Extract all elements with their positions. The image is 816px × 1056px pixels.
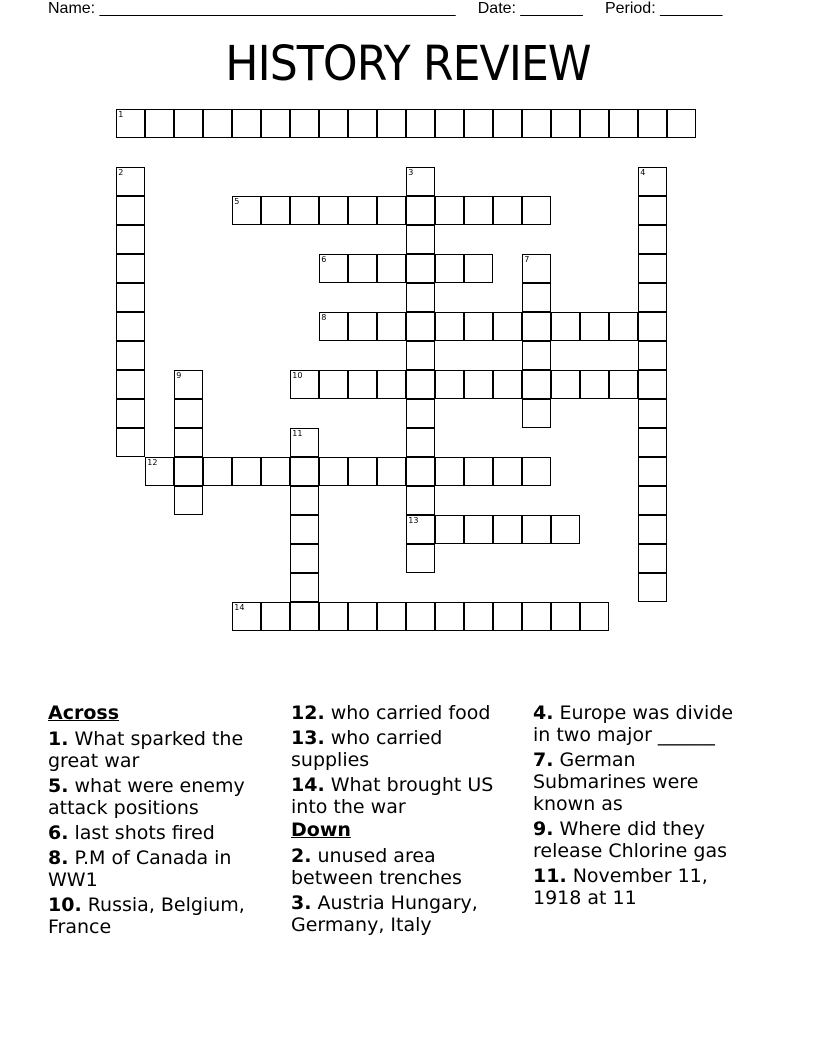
- crossword-cell[interactable]: [174, 457, 203, 486]
- clue-text: last shots fired: [68, 822, 215, 844]
- crossword-cell[interactable]: [290, 486, 319, 515]
- crossword-cell[interactable]: [319, 457, 348, 486]
- clue-text: Europe was divide in two major ______: [533, 702, 734, 746]
- crossword-cell[interactable]: [667, 109, 696, 138]
- crossword-cell[interactable]: [464, 602, 493, 631]
- clue-text: who carried supplies: [291, 727, 443, 771]
- crossword-cell[interactable]: [464, 312, 493, 341]
- crossword-cell[interactable]: [290, 196, 319, 225]
- clue-item: [291, 774, 516, 818]
- crossword-cell[interactable]: [609, 109, 638, 138]
- clue-number: 5: [234, 197, 240, 207]
- crossword-cell[interactable]: [464, 515, 493, 544]
- crossword-cell[interactable]: [406, 515, 435, 544]
- crossword-cell[interactable]: [116, 370, 145, 399]
- crossword-cell[interactable]: [435, 196, 464, 225]
- clue-text: German Submarines were known as: [533, 749, 699, 815]
- crossword-cell[interactable]: [377, 602, 406, 631]
- crossword-cell[interactable]: [319, 602, 348, 631]
- clue-number: 10: [292, 371, 303, 381]
- clue-number-label: 4.: [533, 702, 554, 724]
- clue-item: [291, 845, 516, 889]
- clues-column-2: [291, 702, 516, 939]
- name-date-period-line: Name: ________________________________________ Date: _______ Period: _______: [48, 0, 723, 17]
- crossword-cell[interactable]: [551, 370, 580, 399]
- crossword-cell[interactable]: [522, 399, 551, 428]
- clue-text: what were enemy attack positions: [48, 775, 245, 819]
- crossword-cell[interactable]: [580, 109, 609, 138]
- crossword-cell[interactable]: [638, 254, 667, 283]
- clue-number: 8: [321, 313, 327, 323]
- crossword-cell[interactable]: [290, 370, 319, 399]
- crossword-cell[interactable]: [638, 573, 667, 602]
- clue-item: [533, 702, 748, 746]
- clue-number-label: 1.: [48, 728, 69, 750]
- crossword-cell[interactable]: [638, 370, 667, 399]
- crossword-cell[interactable]: [493, 312, 522, 341]
- crossword-cell[interactable]: [232, 109, 261, 138]
- clue-text: Austria Hungary, Germany, Italy: [291, 892, 478, 936]
- crossword-cell[interactable]: [406, 428, 435, 457]
- crossword-cell[interactable]: [435, 312, 464, 341]
- clue-number: 9: [176, 371, 182, 381]
- crossword-cell[interactable]: [406, 486, 435, 515]
- clues-column-3: [533, 702, 748, 912]
- crossword-cell[interactable]: [522, 602, 551, 631]
- crossword-cell[interactable]: [290, 544, 319, 573]
- crossword-cell[interactable]: [319, 370, 348, 399]
- crossword-cell[interactable]: [435, 457, 464, 486]
- crossword-cell[interactable]: [638, 312, 667, 341]
- crossword-cell[interactable]: [377, 196, 406, 225]
- crossword-cell[interactable]: [116, 341, 145, 370]
- crossword-cell[interactable]: [261, 109, 290, 138]
- crossword-cell[interactable]: [290, 515, 319, 544]
- clue-number-label: 5.: [48, 775, 69, 797]
- crossword-cell[interactable]: [493, 196, 522, 225]
- crossword-cell[interactable]: [174, 486, 203, 515]
- crossword-cell[interactable]: [638, 109, 667, 138]
- crossword-cell[interactable]: [406, 254, 435, 283]
- clue-number-label: 11.: [533, 865, 567, 887]
- crossword-cell[interactable]: [638, 196, 667, 225]
- crossword-cell[interactable]: [406, 167, 435, 196]
- clue-number-label: 6.: [48, 822, 69, 844]
- crossword-cell[interactable]: [406, 602, 435, 631]
- crossword-cell[interactable]: [406, 544, 435, 573]
- clue-text: What sparked the great war: [48, 728, 244, 772]
- crossword-cell[interactable]: [377, 370, 406, 399]
- crossword-cell[interactable]: [522, 109, 551, 138]
- crossword-cell[interactable]: [609, 312, 638, 341]
- crossword-cell[interactable]: [638, 341, 667, 370]
- crossword-cell[interactable]: [232, 457, 261, 486]
- crossword-cell[interactable]: [348, 602, 377, 631]
- crossword-cell[interactable]: [435, 370, 464, 399]
- clue-number-label: 12.: [291, 702, 325, 724]
- clue-number-label: 13.: [291, 727, 325, 749]
- clue-number-label: 3.: [291, 892, 312, 914]
- clue-item: [48, 822, 278, 844]
- crossword-cell[interactable]: [261, 457, 290, 486]
- clue-number: 7: [524, 255, 530, 265]
- crossword-cell[interactable]: [493, 602, 522, 631]
- crossword-cell[interactable]: [551, 109, 580, 138]
- clue-item: [291, 727, 516, 771]
- clue-item: [533, 865, 748, 909]
- crossword-cell[interactable]: [522, 457, 551, 486]
- crossword-cell[interactable]: [638, 515, 667, 544]
- crossword-cell[interactable]: [580, 602, 609, 631]
- crossword-cell[interactable]: [493, 370, 522, 399]
- clue-item: [533, 749, 748, 815]
- crossword-cell[interactable]: [435, 515, 464, 544]
- crossword-cell[interactable]: [377, 254, 406, 283]
- clue-text: who carried food: [324, 702, 491, 724]
- crossword-cell[interactable]: [406, 225, 435, 254]
- crossword-cell[interactable]: [493, 109, 522, 138]
- clue-text: Where did they release Chlorine gas: [533, 818, 727, 862]
- clue-item: [48, 847, 278, 891]
- crossword-cell[interactable]: [464, 254, 493, 283]
- crossword-cell[interactable]: [406, 312, 435, 341]
- crossword-cell[interactable]: [174, 399, 203, 428]
- clue-text: unused area between trenches: [291, 845, 462, 889]
- crossword-cell[interactable]: [464, 196, 493, 225]
- clue-number: 1: [118, 110, 124, 120]
- crossword-cell[interactable]: [464, 370, 493, 399]
- clue-item: [533, 818, 748, 862]
- crossword-cell[interactable]: [522, 283, 551, 312]
- crossword-cell[interactable]: [522, 196, 551, 225]
- crossword-cell[interactable]: [145, 109, 174, 138]
- crossword-cell[interactable]: [232, 196, 261, 225]
- crossword-cell[interactable]: [203, 109, 232, 138]
- crossword-cell[interactable]: [551, 312, 580, 341]
- crossword-cell[interactable]: [406, 109, 435, 138]
- crossword-cell[interactable]: [174, 370, 203, 399]
- crossword-cell[interactable]: [435, 109, 464, 138]
- crossword-cell[interactable]: [377, 457, 406, 486]
- crossword-cell[interactable]: [290, 602, 319, 631]
- crossword-cell[interactable]: [638, 283, 667, 312]
- crossword-cell[interactable]: [290, 428, 319, 457]
- crossword-cell[interactable]: [348, 254, 377, 283]
- crossword-cell[interactable]: [116, 167, 145, 196]
- clue-text: What brought US into the war: [291, 774, 494, 818]
- crossword-cell[interactable]: [551, 515, 580, 544]
- crossword-cell[interactable]: [406, 196, 435, 225]
- clue-text: Russia, Belgium, France: [48, 894, 245, 938]
- crossword-cell[interactable]: [522, 370, 551, 399]
- crossword-cell[interactable]: [261, 602, 290, 631]
- crossword-cell[interactable]: [116, 312, 145, 341]
- clue-item: [48, 775, 278, 819]
- crossword-cell[interactable]: [638, 428, 667, 457]
- crossword-cell[interactable]: [522, 341, 551, 370]
- clue-number: 6: [321, 255, 327, 265]
- clue-number: 14: [234, 603, 245, 613]
- clue-number-label: 8.: [48, 847, 69, 869]
- clue-number: 3: [408, 168, 414, 178]
- crossword-cell[interactable]: [116, 428, 145, 457]
- crossword-cell[interactable]: [522, 515, 551, 544]
- crossword-cell[interactable]: [290, 573, 319, 602]
- crossword-cell[interactable]: [116, 225, 145, 254]
- crossword-cell[interactable]: [580, 370, 609, 399]
- crossword-cell[interactable]: [522, 312, 551, 341]
- crossword-cell[interactable]: [522, 254, 551, 283]
- crossword-cell[interactable]: [232, 602, 261, 631]
- crossword-cell[interactable]: [435, 254, 464, 283]
- crossword-cell[interactable]: [348, 370, 377, 399]
- clue-item: [291, 892, 516, 936]
- crossword-cell[interactable]: [464, 457, 493, 486]
- crossword-cell[interactable]: [406, 341, 435, 370]
- crossword-cell[interactable]: [319, 109, 348, 138]
- crossword-cell[interactable]: [348, 457, 377, 486]
- clue-item: [48, 894, 278, 938]
- crossword-cell[interactable]: [406, 399, 435, 428]
- crossword-cell[interactable]: [609, 370, 638, 399]
- crossword-cell[interactable]: [116, 196, 145, 225]
- crossword-cell[interactable]: [290, 109, 319, 138]
- crossword-cell[interactable]: [435, 602, 464, 631]
- clue-number: 13: [408, 516, 419, 526]
- crossword-cell[interactable]: [116, 283, 145, 312]
- across-heading: Across: [48, 702, 120, 724]
- clue-number-label: 9.: [533, 818, 554, 840]
- crossword-cell[interactable]: [638, 225, 667, 254]
- clue-number: 12: [147, 458, 158, 468]
- crossword-cell[interactable]: [319, 196, 348, 225]
- clue-number-label: 2.: [291, 845, 312, 867]
- crossword-cell[interactable]: [493, 457, 522, 486]
- clue-number-label: 14.: [291, 774, 325, 796]
- crossword-cell[interactable]: [174, 428, 203, 457]
- clue-number: 4: [640, 168, 646, 178]
- crossword-cell[interactable]: [261, 196, 290, 225]
- crossword-cell[interactable]: [493, 515, 522, 544]
- clue-item: [291, 702, 516, 724]
- crossword-cell[interactable]: [638, 457, 667, 486]
- crossword-cell[interactable]: [377, 312, 406, 341]
- crossword-cell[interactable]: [406, 457, 435, 486]
- crossword-cell[interactable]: [290, 457, 319, 486]
- crossword-cell[interactable]: [580, 312, 609, 341]
- clue-number: 11: [292, 429, 303, 439]
- crossword-cell[interactable]: [116, 109, 145, 138]
- crossword-cell[interactable]: [348, 109, 377, 138]
- crossword-cell[interactable]: [319, 312, 348, 341]
- clue-number-label: 7.: [533, 749, 554, 771]
- page-title: HISTORY REVIEW: [225, 36, 591, 92]
- crossword-cell[interactable]: [406, 370, 435, 399]
- crossword-cell[interactable]: [551, 602, 580, 631]
- crossword-cell[interactable]: [116, 254, 145, 283]
- crossword-cell[interactable]: [638, 486, 667, 515]
- crossword-cell[interactable]: [348, 312, 377, 341]
- crossword-cell[interactable]: [377, 109, 406, 138]
- down-heading: Down: [291, 819, 351, 841]
- crossword-cell[interactable]: [203, 457, 232, 486]
- crossword-cell[interactable]: [406, 283, 435, 312]
- clue-number: 2: [118, 168, 124, 178]
- clue-text: P.M of Canada in WW1: [48, 847, 232, 891]
- crossword-cell[interactable]: [638, 399, 667, 428]
- crossword-cell[interactable]: [319, 254, 348, 283]
- crossword-cell[interactable]: [348, 196, 377, 225]
- crossword-cell[interactable]: [145, 457, 174, 486]
- crossword-cell[interactable]: [638, 544, 667, 573]
- clue-item: [48, 728, 278, 772]
- clues-column-1: [48, 702, 278, 941]
- clue-number-label: 10.: [48, 894, 82, 916]
- crossword-cell[interactable]: [464, 109, 493, 138]
- crossword-cell[interactable]: [116, 399, 145, 428]
- crossword-cell[interactable]: [174, 109, 203, 138]
- clue-text: November 11, 1918 at 11: [533, 865, 708, 909]
- crossword-cell[interactable]: [638, 167, 667, 196]
